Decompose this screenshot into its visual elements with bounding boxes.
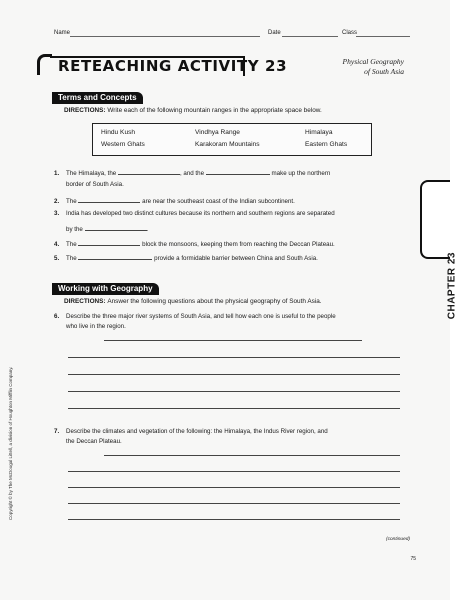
question-text: Describe the climates and vegetation of the following: the Himalaya, the Indus River region, and [66,428,328,435]
question-text: Describe the three major river systems of South Asia, and tell how each one is useful to the people [66,313,336,320]
answer-blank[interactable] [78,253,152,260]
question-text: . [146,226,149,233]
date-field-line [282,36,338,37]
word-bank-item: Vindhya Range [195,129,240,136]
answer-line[interactable] [68,519,400,520]
class-label: Class [342,30,358,36]
question-7-cont [66,438,406,445]
section-heading-terms: Terms and Concepts [52,92,143,104]
section-heading-geography: Working with Geography [52,283,159,295]
answer-line[interactable] [68,487,400,488]
question-number: 3. [54,210,60,217]
question-2 [54,196,394,205]
directions-text: Answer the following questions about the physical geography of South Asia. [107,298,322,305]
question-number: 7. [54,428,60,435]
continued-note: (continued) [386,537,410,542]
question-text: border of South Asia. [66,181,124,188]
answer-line[interactable] [68,357,400,358]
question-text: provide a formidable barrier between China and South Asia. [154,255,318,262]
answer-line[interactable] [68,391,400,392]
question-3 [54,210,404,217]
question-number: 4. [54,241,60,248]
question-text: India has developed two distinct cultures because its northern and southern regions are separated [66,210,335,217]
question-7 [54,428,404,435]
question-text: The [66,241,77,248]
subtitle-line-1: Physical Geography [342,57,404,66]
directions-label: DIRECTIONS: [64,298,106,305]
question-text: are near the southeast coast of the Indian subcontinent. [142,198,295,205]
question-text: by the [66,226,83,233]
answer-line[interactable] [104,455,400,456]
question-number: 1. [54,170,60,177]
word-bank-item: Eastern Ghats [305,141,348,148]
word-bank [92,123,372,156]
class-field-line [356,36,410,37]
question-text: The [66,198,77,205]
directions-label: DIRECTIONS: [64,107,106,114]
chapter-tab [420,180,450,259]
answer-line[interactable] [68,374,400,375]
answer-blank[interactable] [118,168,180,175]
question-6 [54,313,404,320]
worksheet-subtitle [304,57,404,76]
answer-blank[interactable] [78,196,140,203]
question-1 [54,168,394,177]
question-text: , and the [179,170,205,177]
word-bank-item: Himalaya [305,129,333,136]
answer-line[interactable] [68,408,400,409]
question-6-cont [66,323,406,330]
worksheet-title: RETEACHING ACTIVITY 23 [58,57,288,75]
word-bank-item: Western Ghats [101,141,145,148]
name-label: Name [54,30,71,36]
question-text: the Deccan Plateau. [66,438,122,445]
subtitle-line-2: of South Asia [364,66,404,76]
answer-blank[interactable] [85,224,147,231]
directions-text: Write each of the following mountain ranges in the appropriate space below. [107,107,322,114]
question-text: The [66,255,77,262]
word-bank-item: Karakoram Mountains [195,141,260,148]
question-number: 6. [54,313,60,320]
question-text: make up the northern [271,170,331,177]
question-text: The Himalaya, the [66,170,117,177]
word-bank-item: Hindu Kush [101,129,136,136]
question-3-cont [66,224,406,233]
directions-geography [64,298,322,305]
page-number: 75 [410,556,416,562]
question-number: 2. [54,198,60,205]
chapter-tab-label: CHAPTER 23 [446,252,457,320]
question-text: block the monsoons, keeping them from reaching the Deccan Plateau. [142,241,335,248]
question-5 [54,253,394,262]
answer-blank[interactable] [78,239,140,246]
date-label: Date [268,30,281,36]
question-4 [54,239,394,248]
directions-terms [64,107,322,114]
question-1-cont [66,181,406,188]
question-text: who live in the region. [66,323,126,330]
answer-line[interactable] [68,471,400,472]
copyright-notice: Copyright © by The McDougal Littell, a division of Houghton Mifflin Company. [8,366,13,520]
answer-line[interactable] [104,340,362,341]
name-field-line [70,36,260,37]
answer-blank[interactable] [206,168,270,175]
answer-line[interactable] [68,503,400,504]
question-number: 5. [54,255,60,262]
